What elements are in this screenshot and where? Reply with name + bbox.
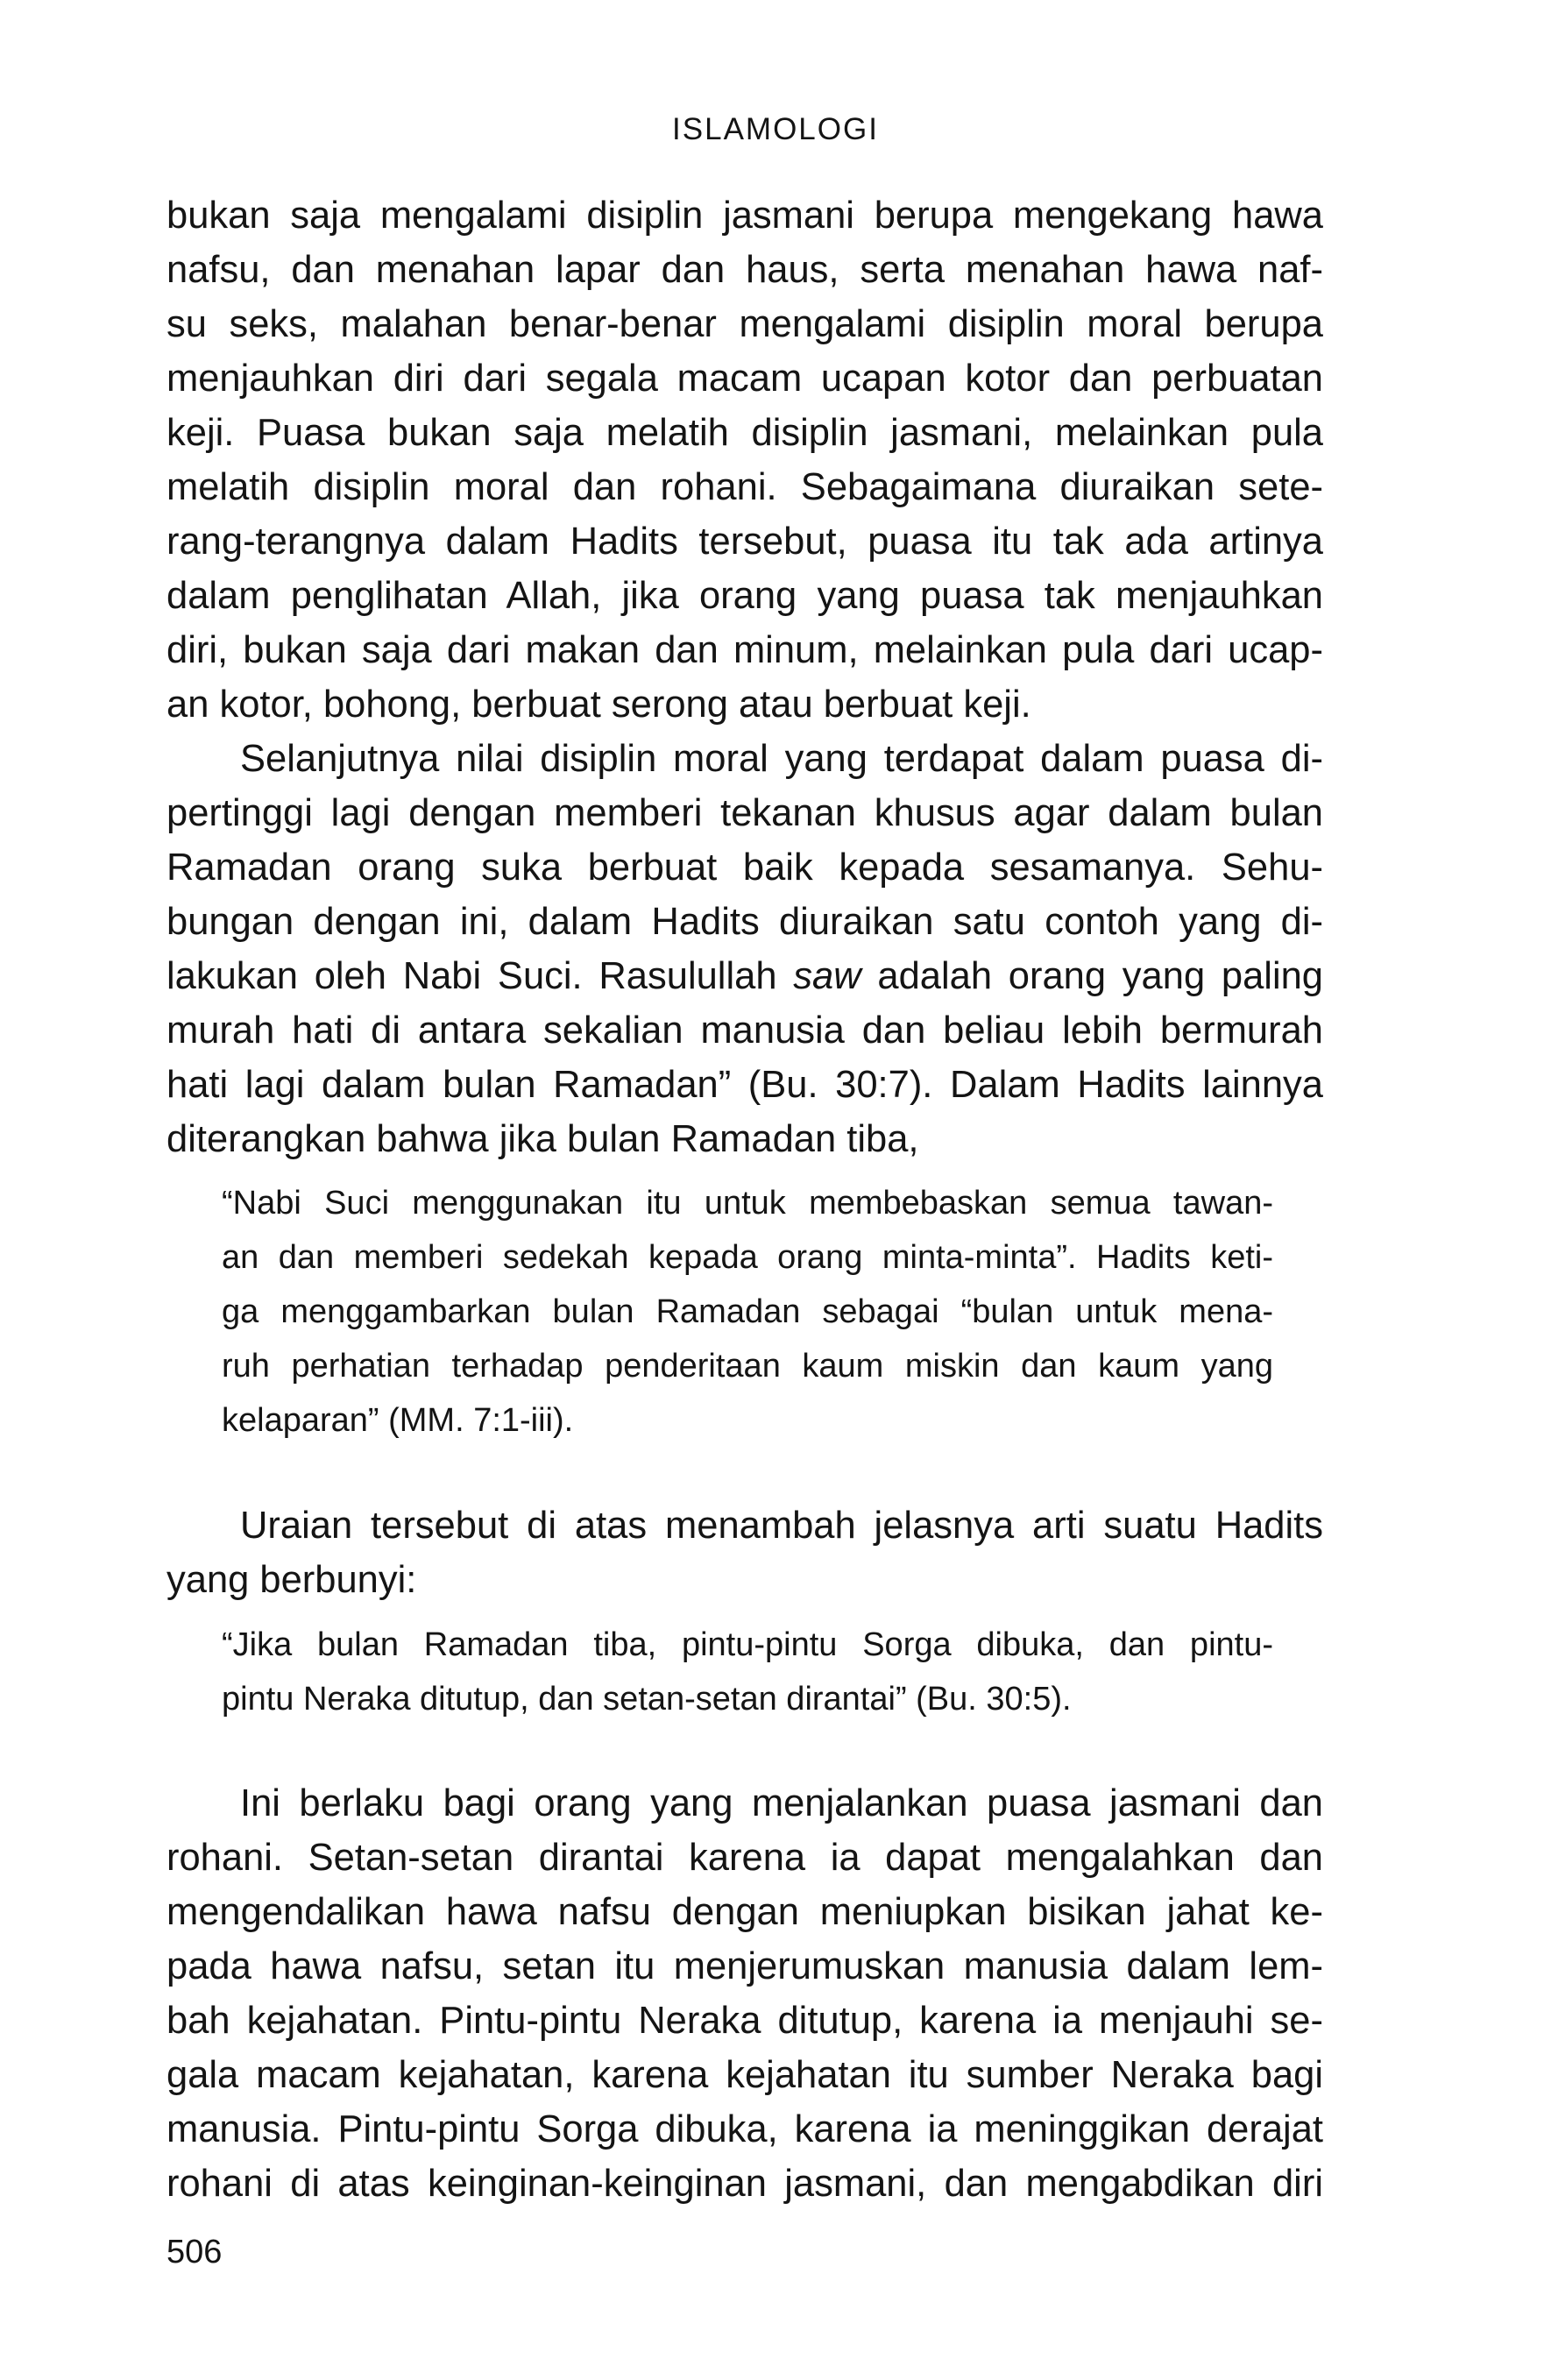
text-segment: lakukan oleh Nabi Suci. Rasulullah bbox=[166, 955, 794, 997]
text-line: pertinggi lagi dengan memberi tekanan khusus agar dalam bulan bbox=[166, 792, 1323, 834]
text-line: Selanjutnya nilai disiplin moral yang terdapat dalam puasa di- bbox=[240, 738, 1323, 780]
text-line: gala macam kejahatan, karena kejahatan itu sumber Neraka bagi bbox=[166, 2054, 1323, 2096]
text-line: Ramadan orang suka berbuat baik kepada sesamanya. Sehu- bbox=[166, 846, 1323, 889]
page-number: 506 bbox=[166, 2234, 223, 2270]
text-line: rohani. Setan-setan dirantai karena ia dapat mengalahkan dan bbox=[166, 1837, 1323, 1879]
text-line: keji. Puasa bukan saja melatih disiplin jasmani, melainkan pula bbox=[166, 412, 1323, 454]
quote-line: “Jika bulan Ramadan tiba, pintu-pintu Sorga dibuka, dan pintu- bbox=[222, 1626, 1273, 1663]
text-line: melatih disiplin moral dan rohani. Sebagaimana diuraikan sete- bbox=[166, 466, 1323, 508]
text-line: Uraian tersebut di atas menambah jelasnya arti suatu Hadits bbox=[240, 1505, 1323, 1547]
text-segment: adalah orang yang paling bbox=[860, 955, 1323, 997]
text-line: manusia. Pintu-pintu Sorga dibuka, karena ia meninggikan derajat bbox=[166, 2108, 1323, 2150]
text-line: hati lagi dalam bulan Ramadan” (Bu. 30:7). Dalam Hadits lainnya bbox=[166, 1064, 1323, 1106]
text-line: diri, bukan saja dari makan dan minum, melainkan pula dari ucap- bbox=[166, 629, 1323, 671]
quote-line: pintu Neraka ditutup, dan setan-setan dirantai” (Bu. 30:5). bbox=[222, 1681, 1072, 1718]
quote-line: ruh perhatian terhadap penderitaan kaum miskin dan kaum yang bbox=[222, 1348, 1273, 1385]
block-quote-ramadan-gates bbox=[222, 1618, 1273, 1726]
text-line: yang berbunyi: bbox=[166, 1559, 417, 1601]
text-line: diterangkan bahwa jika bulan Ramadan tiba, bbox=[166, 1118, 919, 1160]
paragraph-hadith-intro bbox=[166, 1498, 1323, 1607]
text-line: bungan dengan ini, dalam Hadits diuraikan satu contoh yang di- bbox=[166, 901, 1323, 943]
text-line: an kotor, bohong, berbuat serong atau berbuat keji. bbox=[166, 684, 1031, 726]
text-line: rohani di atas keinginan-keinginan jasmani, dan mengabdikan diri bbox=[166, 2163, 1323, 2205]
running-header: ISLAMOLOGI bbox=[672, 112, 879, 146]
text-line: mengendalikan hawa nafsu dengan meniupkan bisikan jahat ke- bbox=[166, 1891, 1323, 1933]
text-line-with-italic bbox=[166, 949, 1323, 1003]
text-line: su seks, malahan benar-benar mengalami disiplin moral berupa bbox=[166, 303, 1323, 345]
paragraph-ramadan-charity bbox=[166, 732, 1323, 1166]
text-line: bah kejahatan. Pintu-pintu Neraka ditutup, karena ia menjauhi se- bbox=[166, 2000, 1323, 2042]
quote-line: “Nabi Suci menggunakan itu untuk membebaskan semua tawan- bbox=[222, 1185, 1273, 1222]
text-line: nafsu, dan menahan lapar dan haus, serta menahan hawa naf- bbox=[166, 249, 1323, 291]
text-line: bukan saja mengalami disiplin jasmani berupa mengekang hawa bbox=[166, 195, 1323, 237]
text-line: dalam penglihatan Allah, jika orang yang puasa tak menjauhkan bbox=[166, 575, 1323, 617]
quote-line: ga menggambarkan bulan Ramadan sebagai “bulan untuk mena- bbox=[222, 1293, 1273, 1330]
italic-term: saw bbox=[793, 955, 861, 997]
quote-line: an dan memberi sedekah kepada orang minta-minta”. Hadits keti- bbox=[222, 1239, 1273, 1276]
quote-line: kelaparan” (MM. 7:1-iii). bbox=[222, 1402, 574, 1439]
block-quote-hadith bbox=[222, 1176, 1273, 1448]
paragraph-explanation bbox=[166, 1776, 1323, 2211]
text-line: murah hati di antara sekalian manusia dan beliau lebih bermurah bbox=[166, 1009, 1323, 1052]
text-line: menjauhkan diri dari segala macam ucapan kotor dan perbuatan bbox=[166, 358, 1323, 400]
text-line: rang-terangnya dalam Hadits tersebut, puasa itu tak ada artinya bbox=[166, 521, 1323, 563]
text-line: pada hawa nafsu, setan itu menjerumuskan manusia dalam lem- bbox=[166, 1945, 1323, 1987]
text-line: Ini berlaku bagi orang yang menjalankan puasa jasmani dan bbox=[240, 1782, 1323, 1824]
paragraph-continuation bbox=[166, 188, 1323, 732]
